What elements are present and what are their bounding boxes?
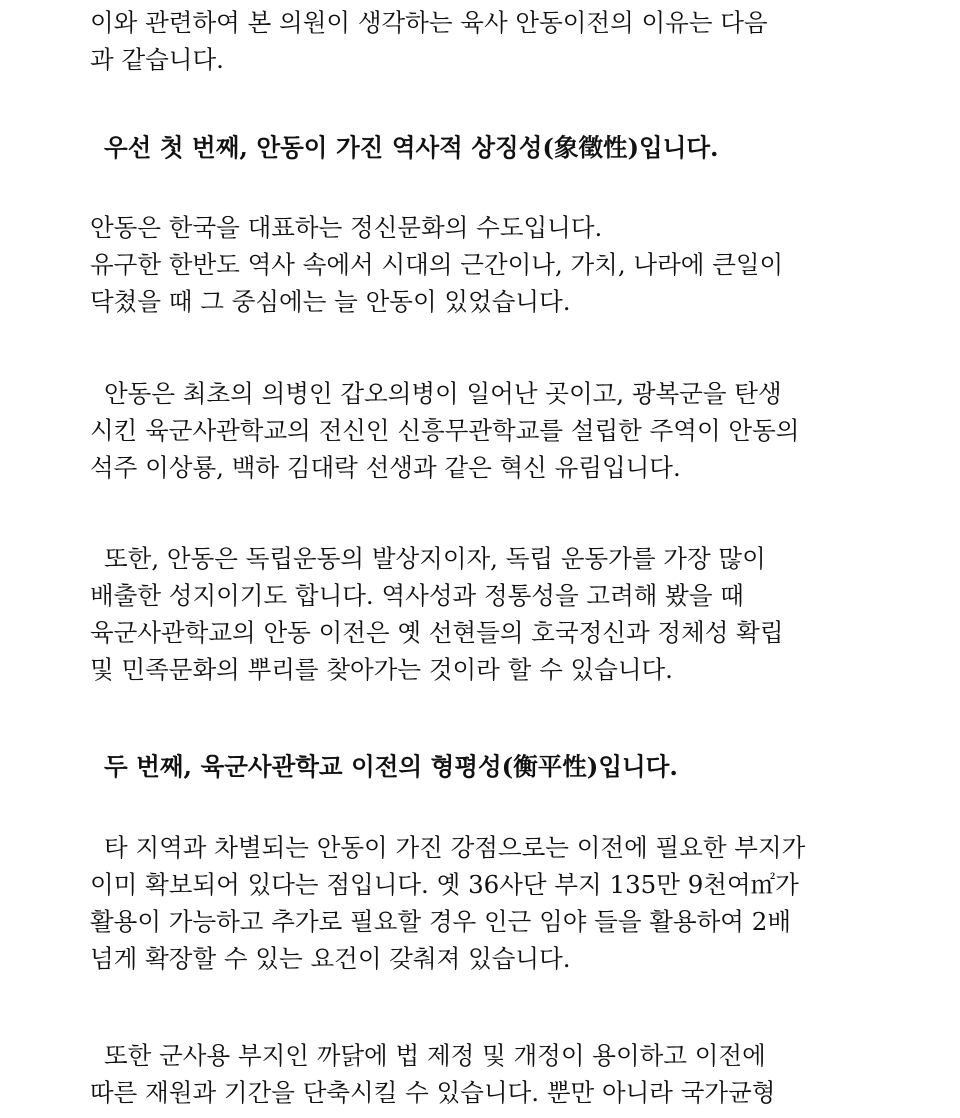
section-heading-equity: [90, 748, 678, 785]
paragraph-righteous-army: [90, 375, 799, 486]
paragraph-independence-movement: [90, 540, 784, 688]
text-line: 유구한 한반도 역사 속에서 시대의 근간이나, 가치, 나라에 큰일이: [90, 250, 784, 279]
text-line: 육군사관학교의 안동 이전은 옛 선현들의 호국정신과 정체성 확립: [90, 618, 784, 647]
text-line: 및 민족문화의 뿌리를 찾아가는 것이라 할 수 있습니다.: [90, 655, 673, 684]
text-line: 이와 관련하여 본 의원이 생각하는 육사 안동이전의 이유는 다음: [90, 8, 768, 37]
text-line: 따른 재원과 기간을 단축시킬 수 있습니다. 뿐만 아니라 국가균형: [90, 1078, 776, 1107]
text-line: 넘게 확장할 수 있는 요건이 갖춰져 있습니다.: [90, 944, 571, 973]
text-line: 과 같습니다.: [90, 45, 224, 74]
text-line: 활용이 가능하고 추가로 필요할 경우 인근 임야 들을 활용하여 2배: [90, 907, 792, 936]
text-line: 안동은 한국을 대표하는 정신문화의 수도입니다.: [90, 213, 603, 242]
text-line: 시킨 육군사관학교의 전신인 신흥무관학교를 설립한 주역이 안동의: [90, 416, 800, 445]
text-line: 또한, 안동은 독립운동의 발상지이자, 독립 운동가를 가장 많이: [104, 544, 766, 573]
paragraph-site-secured: [90, 829, 805, 977]
heading-text: 우선 첫 번째, 안동이 가진 역사적 상징성(象徵性)입니다.: [104, 133, 719, 162]
text-line: 또한 군사용 부지인 까닭에 법 제정 및 개정이 용이하고 이전에: [104, 1041, 766, 1070]
paragraph-reasons-intro: [90, 4, 768, 78]
text-line: 닥쳤을 때 그 중심에는 늘 안동이 있었습니다.: [90, 287, 571, 316]
section-heading-symbolism: [90, 129, 719, 166]
text-line: 타 지역과 차별되는 안동이 가진 강점으로는 이전에 필요한 부지가: [104, 833, 806, 862]
paragraph-military-land: [90, 1037, 775, 1111]
text-line: 배출한 성지이기도 합니다. 역사성과 정통성을 고려해 봤을 때: [90, 581, 744, 610]
text-line: 이미 확보되어 있다는 점입니다. 옛 36사단 부지 135만 9천여㎡가: [90, 870, 799, 899]
text-line: 석주 이상룡, 백하 김대락 선생과 같은 혁신 유림입니다.: [90, 453, 681, 482]
heading-text: 두 번째, 육군사관학교 이전의 형평성(衡平性)입니다.: [104, 752, 678, 781]
paragraph-spiritual-capital: [90, 209, 783, 320]
text-line: 안동은 최초의 의병인 갑오의병이 일어난 곳이고, 광복군을 탄생: [104, 379, 782, 408]
